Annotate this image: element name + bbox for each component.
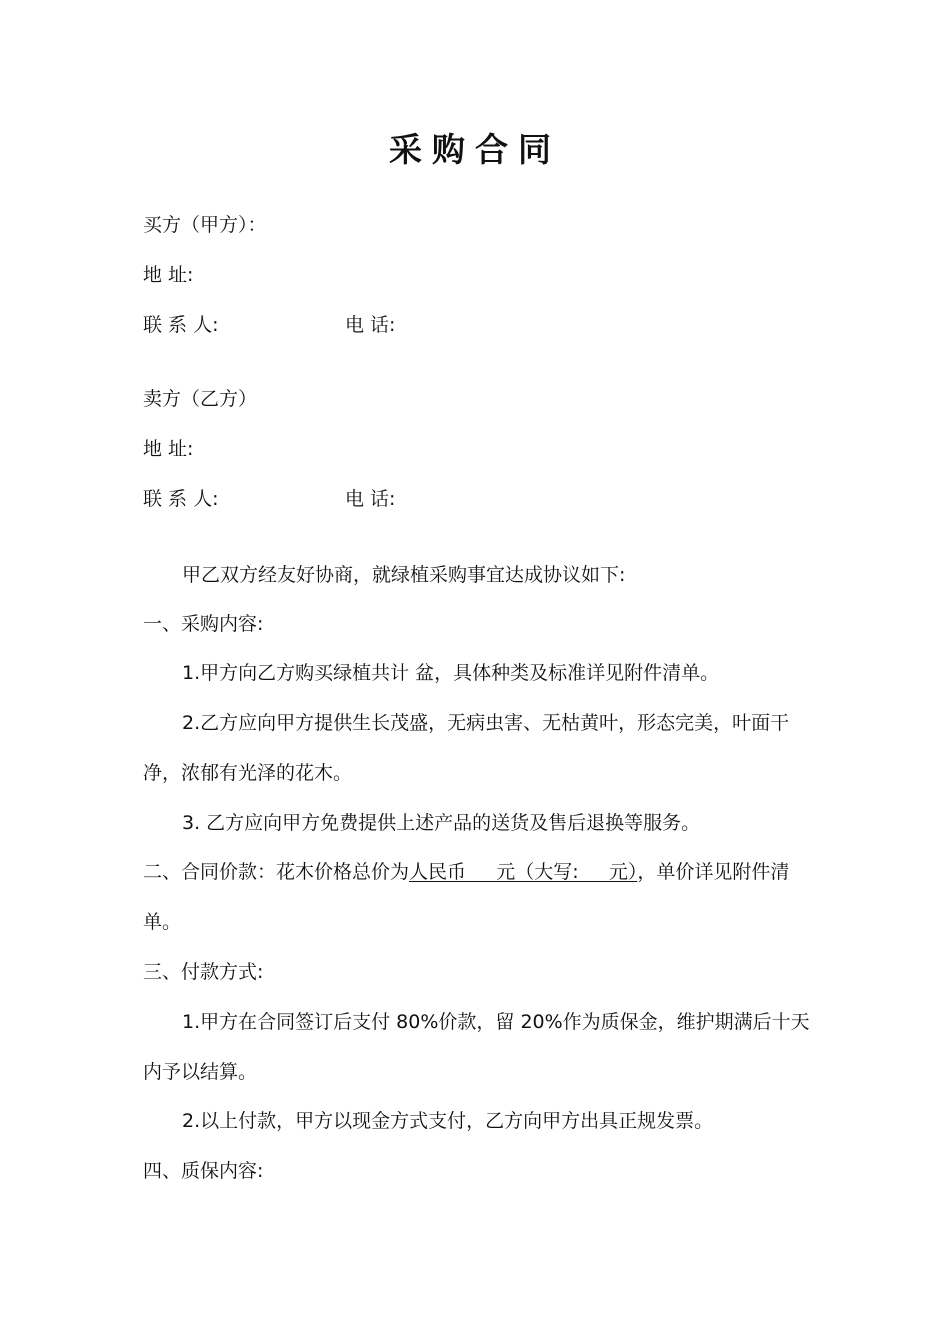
section1-item3: 3. 乙方应向甲方免费提供上述产品的送货及售后退换等服务。 [182,812,701,834]
section2-suffix: ，单价详见附件清 [637,861,790,883]
section3-item2: 2.以上付款，甲方以现金方式支付，乙方向甲方出具正规发票。 [182,1110,714,1132]
section3-item1-line2: 内予以结算。 [143,1061,258,1083]
section3-item1-line1: 1.甲方在合同签订后支付 80%价款，留 20%作为质保金，维护期满后十天 [182,1011,810,1033]
buyer-heading: 买方（甲方）： [143,214,267,236]
seller-heading: 卖方（乙方） [143,388,258,410]
seller-contact-label: 联 系 人: [143,488,219,510]
document-title: 采购合同 [389,130,561,169]
section1-item1: 1.甲方向乙方购买绿植共计 盆，具体种类及标准详见附件清单。 [182,662,720,684]
intro-paragraph: 甲乙双方经友好协商，就绿植采购事宜达成协议如下: [182,564,626,586]
section1-heading: 一、采购内容: [143,613,264,635]
section2-line1 [143,859,789,885]
section1-item2-line1: 2.乙方应向甲方提供生长茂盛，无病虫害、无枯黄叶，形态完美，叶面干 [182,712,790,734]
seller-address-label: 地 址: [143,438,194,460]
buyer-contact-label: 联 系 人: [143,314,219,336]
seller-contact-row [143,486,543,512]
section1-item2-line2: 净，浓郁有光泽的花木。 [143,762,353,784]
price-amount: 人民币 元（大写: 元） [409,861,638,883]
buyer-address-label: 地 址: [143,264,194,286]
section3-heading: 三、付款方式: [143,961,264,983]
section4-heading: 四、质保内容: [143,1160,264,1182]
section2-prefix: 二、合同价款：花木价格总价为 [143,861,410,883]
seller-phone-label: 电 话: [345,488,396,510]
buyer-contact-row [143,312,543,338]
section2-line2: 单。 [143,911,182,933]
buyer-phone-label: 电 话: [345,314,396,336]
